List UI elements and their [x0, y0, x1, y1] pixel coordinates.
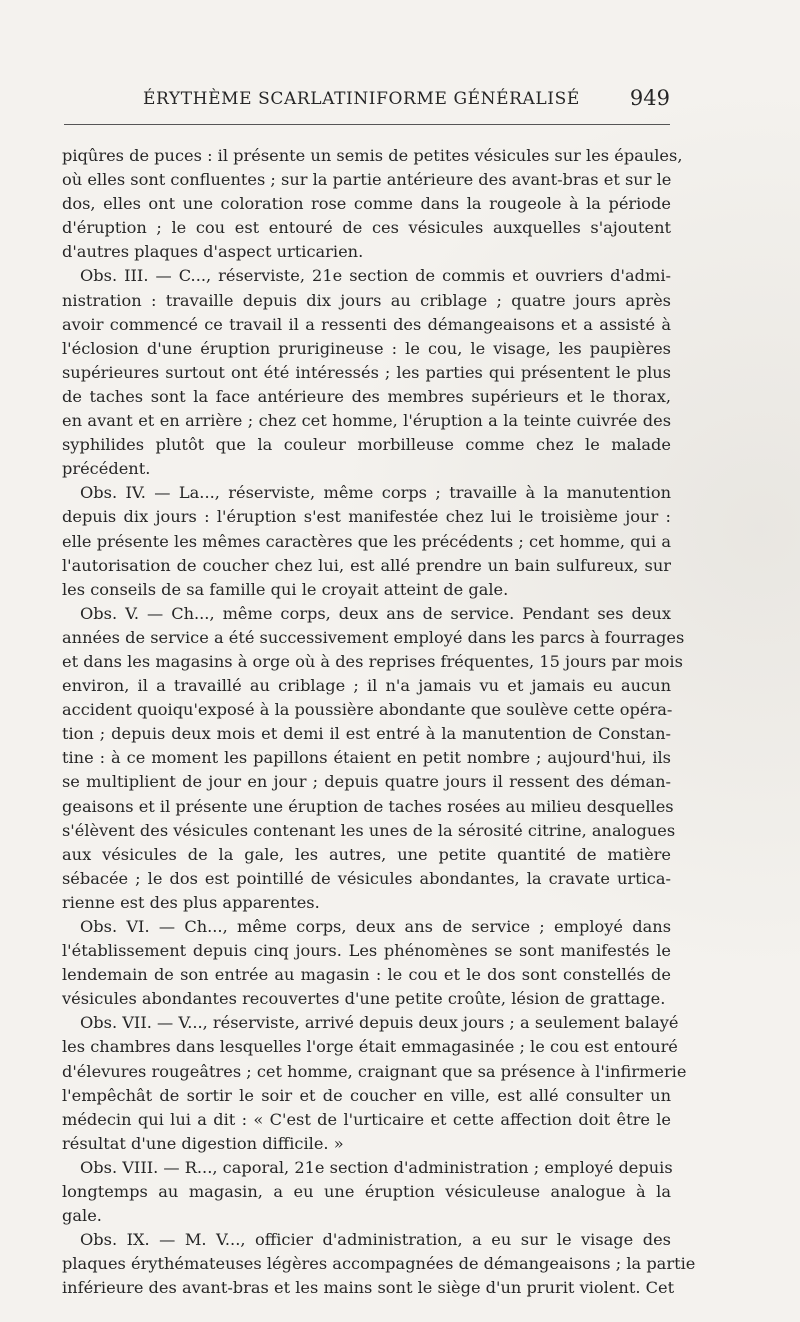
text-line: supérieures surtout ont été intéressés ; les parties qui présentent le plus	[62, 362, 671, 382]
text-line: gale.	[62, 1206, 102, 1226]
text-line: tine : à ce moment les papillons étaient en petit nombre ; aujourd'hui, ils	[62, 748, 671, 768]
text-line: Obs. VII. — V..., réserviste, arrivé depuis deux jours ; a seulement balayé	[80, 1013, 679, 1033]
running-head-title: ÉRYTHÈME SCARLATINIFORME GÉNÉRALISÉ	[143, 89, 580, 109]
text-line: avoir commencé ce travail il a ressenti des démangeaisons et a assisté à	[62, 314, 671, 334]
text-line: syphilides plutôt que la couleur morbilleuse comme chez le malade	[62, 435, 671, 455]
text-line: aux vésicules de la gale, les autres, une petite quantité de matière	[62, 844, 671, 864]
text-line: l'établissement depuis cinq jours. Les phénomènes se sont manifestés le	[62, 941, 671, 961]
text-line: lendemain de son entrée au magasin : le cou et le dos sont constellés de	[62, 965, 671, 985]
text-line: sébacée ; le dos est pointillé de vésicules abondantes, la cravate urtica-	[62, 868, 671, 888]
text-line: l'autorisation de coucher chez lui, est allé prendre un bain sulfureux, sur	[62, 555, 671, 575]
text-line: depuis dix jours : l'éruption s'est manifestée chez lui le troisième jour :	[62, 507, 671, 527]
text-line: rienne est des plus apparentes.	[62, 892, 320, 912]
page-number: 949	[629, 86, 670, 110]
text-line: médecin qui lui a dit : « C'est de l'urticaire et cette affection doit être le	[62, 1109, 671, 1129]
text-line: Obs. VIII. — R..., caporal, 21e section d'administration ; employé depuis	[80, 1157, 673, 1177]
text-line: d'autres plaques d'aspect urticarien.	[62, 242, 364, 262]
text-line: l'empêchât de sortir le soir et de coucher en ville, est allé consulter un	[62, 1085, 671, 1105]
text-line: les conseils de sa famille qui le croyait atteint de gale.	[62, 579, 509, 599]
text-line: se multiplient de jour en jour ; depuis quatre jours il ressent des déman-	[62, 772, 671, 792]
text-line: Obs. III. — C..., réserviste, 21e section de commis et ouvriers d'admi-	[80, 266, 671, 286]
text-line: où elles sont confluentes ; sur la partie antérieure des avant-bras et sur le	[62, 170, 672, 190]
text-line: inférieure des avant-bras et les mains sont le siège d'un prurit violent. Cet	[62, 1278, 675, 1298]
text-line: et dans les magasins à orge où à des reprises fréquentes, 15 jours par mois	[62, 651, 683, 671]
text-line: piqûres de puces : il présente un semis de petites vésicules sur les épaules,	[62, 146, 683, 165]
text-line: Obs. VI. — Ch..., même corps, deux ans de service ; employé dans	[80, 917, 671, 936]
text-line: plaques érythémateuses légères accompagnées de démangeaisons ; la partie	[62, 1254, 696, 1274]
text-line: en avant et en arrière ; chez cet homme, l'éruption a la teinte cuivrée des	[62, 411, 671, 431]
text-line: s'élèvent des vésicules contenant les unes de la sérosité citrine, analogues	[62, 820, 676, 840]
text-line: Obs. IV. — La..., réserviste, même corps ; travaille à la manutention	[80, 483, 671, 503]
text-line: vésicules abondantes recouvertes d'une petite croûte, lésion de grattage.	[62, 989, 666, 1009]
text-line: accident quoiqu'exposé à la poussière abondante que soulève cette opéra-	[62, 700, 673, 720]
body-text	[62, 144, 696, 1301]
text-line: Obs. V. — Ch..., même corps, deux ans de service. Pendant ses deux	[80, 603, 671, 623]
text-line: dos, elles ont une coloration rose comme dans la rougeole à la période	[62, 194, 671, 214]
text-line: environ, il a travaillé au criblage ; il n'a jamais vu et jamais eu aucun	[62, 676, 671, 696]
text-line: tion ; depuis deux mois et demi il est entré à la manutention de Constan-	[62, 724, 671, 744]
header-rule	[64, 124, 670, 125]
text-line: de taches sont la face antérieure des membres supérieurs et le thorax,	[62, 386, 671, 406]
text-line: les chambres dans lesquelles l'orge était emmagasinée ; le cou est entouré	[62, 1037, 678, 1057]
text-line: précédent.	[62, 459, 151, 479]
text-line: longtemps au magasin, a eu une éruption vésiculeuse analogue à la	[62, 1182, 671, 1202]
text-line: Obs. IX. — M. V..., officier d'administration, a eu sur le visage des	[80, 1230, 671, 1250]
running-head	[64, 86, 670, 116]
text-line: elle présente les mêmes caractères que les précédents ; cet homme, qui a	[62, 531, 671, 551]
text-line: résultat d'une digestion difficile. »	[62, 1133, 344, 1153]
text-line: geaisons et il présente une éruption de taches rosées au milieu desquelles	[62, 796, 674, 816]
text-line: années de service a été successivement employé dans les parcs à fourrages	[62, 627, 685, 647]
text-line: nistration : travaille depuis dix jours au criblage ; quatre jours après	[62, 290, 671, 310]
text-line: d'élevures rougeâtres ; cet homme, craignant que sa présence à l'infirmerie	[62, 1061, 687, 1081]
text-line: d'éruption ; le cou est entouré de ces vésicules auxquelles s'ajoutent	[62, 218, 671, 238]
text-line: l'éclosion d'une éruption prurigineuse : le cou, le visage, les paupières	[62, 338, 671, 358]
